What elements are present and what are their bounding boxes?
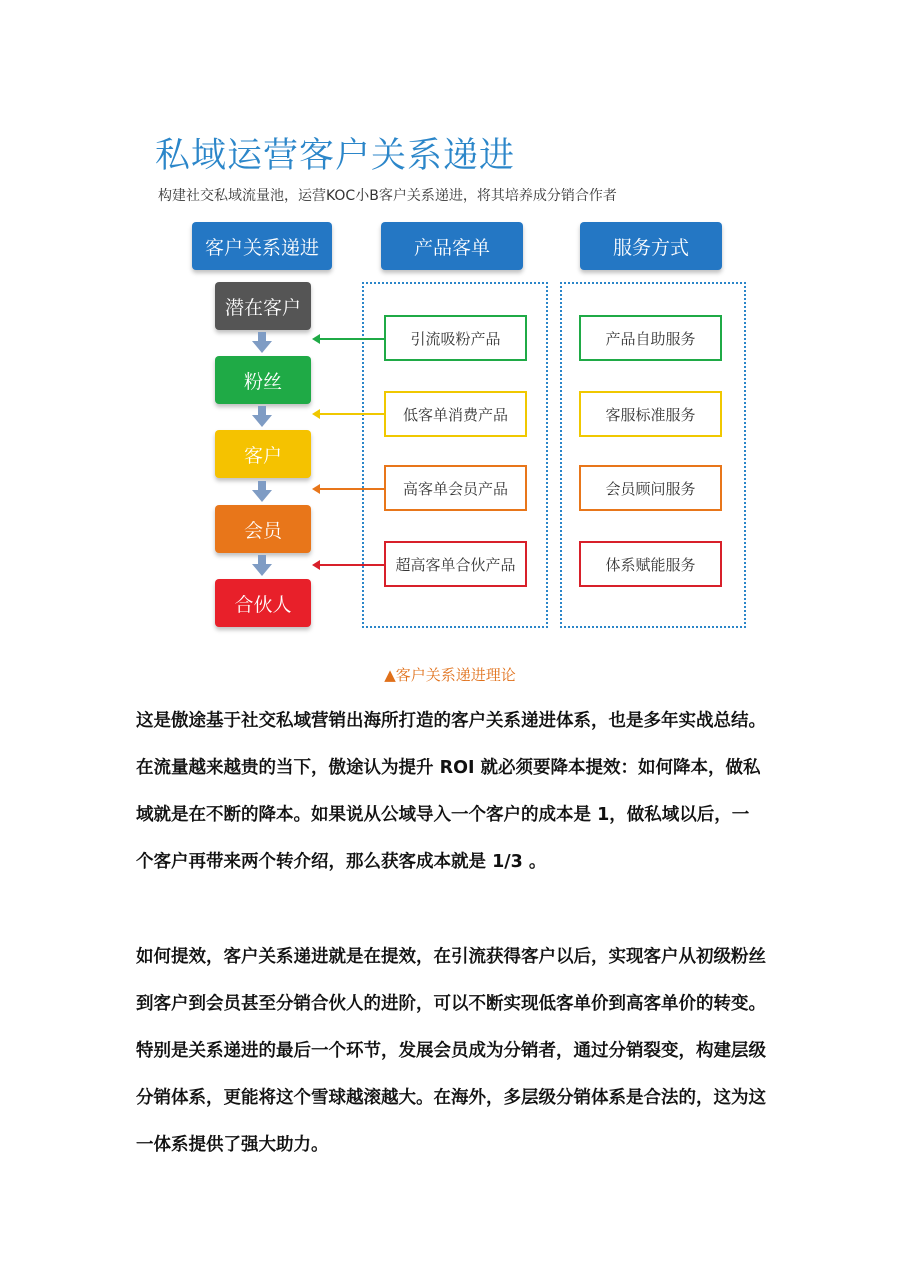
page-subtitle: 构建社交私域流量池，运营KOC小B客户关系递进，将其培养成分销合作者 [158,188,617,204]
stage-box: 合伙人 [215,579,311,627]
stage-box: 客户 [215,430,311,478]
left-arrow-icon [312,333,386,345]
stage-box: 粉丝 [215,356,311,404]
service-item: 会员顾问服务 [579,465,722,511]
product-item: 引流吸粉产品 [384,315,527,361]
figure-caption: ▲客户关系递进理论 [384,666,516,684]
product-item: 高客单会员产品 [384,465,527,511]
header-products: 产品客单 [381,222,523,270]
down-arrow-icon [252,332,272,354]
stage-box: 会员 [215,505,311,553]
left-arrow-icon [312,559,386,571]
left-arrow-icon [312,408,386,420]
product-item: 低客单消费产品 [384,391,527,437]
body-paragraph: 如何提效，客户关系递进就是在提效，在引流获得客户以后，实现客户从初级粉丝到客户到会员甚至分销合伙人的进阶，可以不断实现低客单价到高客单价的转变。特别是关系递进的最后一个环节，发展会员成为分销者，通过分销裂变，构建层级分销体系，更能将这个雪球越滚越大。在海外，多层级分销体系是合法的，这为这一体系提供了强大助力。 [136,947,766,1155]
service-item: 体系赋能服务 [579,541,722,587]
header-services: 服务方式 [580,222,722,270]
header-relationship: 客户关系递进 [192,222,332,270]
left-arrow-icon [312,483,386,495]
down-arrow-icon [252,406,272,428]
service-item: 客服标准服务 [579,391,722,437]
stage-box: 潜在客户 [215,282,311,330]
product-item: 超高客单合伙产品 [384,541,527,587]
body-paragraph: 这是傲途基于社交私域营销出海所打造的客户关系递进体系，也是多年实战总结。在流量越来越贵的当下，傲途认为提升 ROI 就必须要降本提效：如何降本，做私域就是在不断的降本。如果说从公域导入一个客户的成本是 1，做私域以后，一个客户再带来两个转介绍，那么获客成本就是 1/3 。 [136,711,766,872]
page-title: 私域运营客户关系递进 [155,136,516,176]
down-arrow-icon [252,481,272,503]
down-arrow-icon [252,555,272,577]
service-item: 产品自助服务 [579,315,722,361]
